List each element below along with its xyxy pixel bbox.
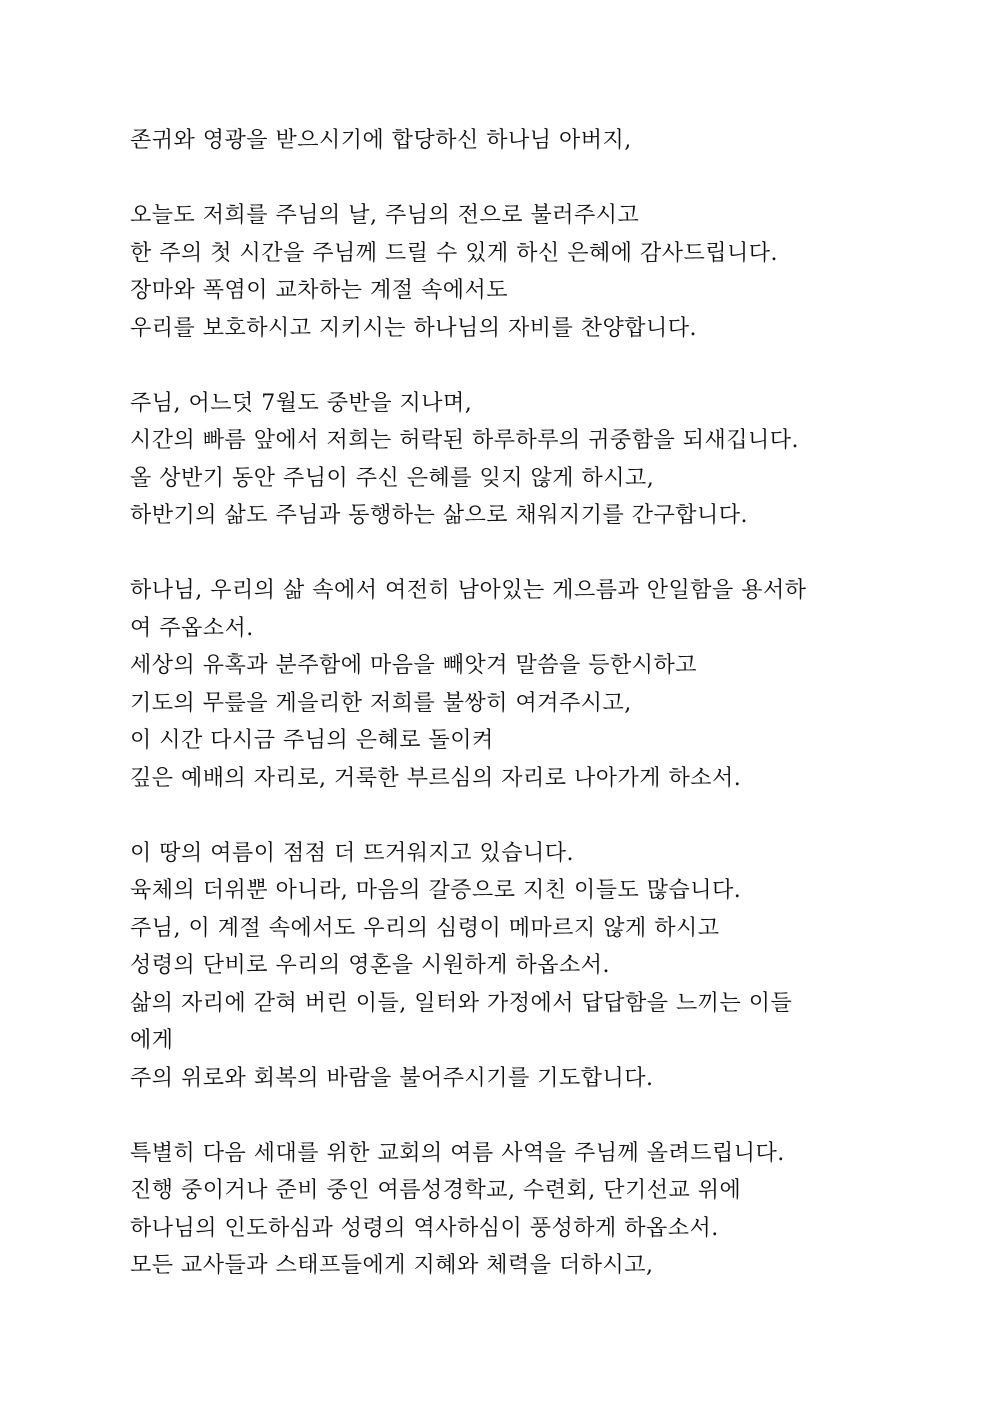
text-line: 존귀와 영광을 받으시기에 합당하신 하나님 아버지,: [130, 128, 632, 153]
text-line: 육체의 더위뿐 아니라, 마음의 갈증으로 지친 이들도 많습니다.: [130, 878, 742, 903]
paragraph-3: [130, 385, 870, 535]
paragraph-spacer: [130, 347, 870, 385]
text-line: 장마와 폭염이 교차하는 계절 속에서도: [130, 278, 509, 303]
paragraph-2: [130, 197, 870, 347]
paragraph-4: [130, 572, 870, 797]
text-line: 특별히 다음 세대를 위한 교회의 여름 사역을 주님께 올려드립니다.: [130, 1140, 785, 1166]
text-line: 하반기의 삶도 주님과 동행하는 삶으로 채워지기를 간구합니다.: [130, 503, 749, 528]
text-line: 시간의 빠름 앞에서 저희는 허락된 하루하루의 귀중함을 되새깁니다.: [130, 428, 800, 453]
text-line: 오늘도 저희를 주님의 날, 주님의 전으로 불러주시고: [130, 203, 640, 228]
paragraph-spacer: [130, 160, 870, 198]
text-line: 삶의 자리에 갇혀 버린 이들, 일터와 가정에서 답답함을 느끼는 이들: [130, 990, 793, 1016]
text-line: 여 주옵소서.: [130, 615, 254, 641]
text-line: 한 주의 첫 시간을 주님께 드릴 수 있게 하신 은혜에 감사드립니다.: [130, 240, 778, 266]
text-line: 에게: [130, 1028, 174, 1053]
text-line: 이 시간 다시금 주님의 은혜로 돌이켜: [130, 728, 494, 753]
text-line: 기도의 무릎을 게을리한 저희를 불쌍히 여겨주시고,: [130, 690, 632, 716]
text-line: 성령의 단비로 우리의 영혼을 시원하게 하옵소서.: [130, 953, 611, 978]
text-line: 세상의 유혹과 분주함에 마음을 빼앗겨 말씀을 등한시하고: [130, 653, 698, 678]
paragraph-spacer: [130, 1097, 870, 1135]
text-line: 하나님의 인도하심과 성령의 역사하심이 풍성하게 하옵소서.: [130, 1215, 719, 1241]
text-line: 모든 교사들과 스태프들에게 지혜와 체력을 더하시고,: [130, 1253, 654, 1278]
text-line: 주님, 이 계절 속에서도 우리의 심령이 메마르지 않게 하시고: [130, 915, 720, 941]
paragraph-spacer: [130, 535, 870, 573]
text-line: 하나님, 우리의 삶 속에서 여전히 남아있는 게으름과 안일함을 용서하: [130, 578, 807, 603]
paragraph-5: [130, 835, 870, 1098]
paragraph-1: [130, 122, 870, 160]
prayer-text: [130, 122, 870, 1285]
paragraph-6: [130, 1135, 870, 1285]
text-line: 이 땅의 여름이 점점 더 뜨거워지고 있습니다.: [130, 840, 574, 866]
text-line: 진행 중이거나 준비 중인 여름성경학교, 수련회, 단기선교 위에: [130, 1178, 742, 1203]
text-line: 주의 위로와 회복의 바람을 불어주시기를 기도합니다.: [130, 1065, 654, 1091]
paragraph-spacer: [130, 797, 870, 835]
text-line: 주님, 어느덧 7월도 중반을 지나며,: [130, 390, 473, 416]
text-line: 우리를 보호하시고 지키시는 하나님의 자비를 찬양합니다.: [130, 315, 698, 341]
text-line: 올 상반기 동안 주님이 주신 은혜를 잊지 않게 하시고,: [130, 465, 655, 491]
text-line: 깊은 예배의 자리로, 거룩한 부르심의 자리로 나아가게 하소서.: [130, 765, 742, 791]
